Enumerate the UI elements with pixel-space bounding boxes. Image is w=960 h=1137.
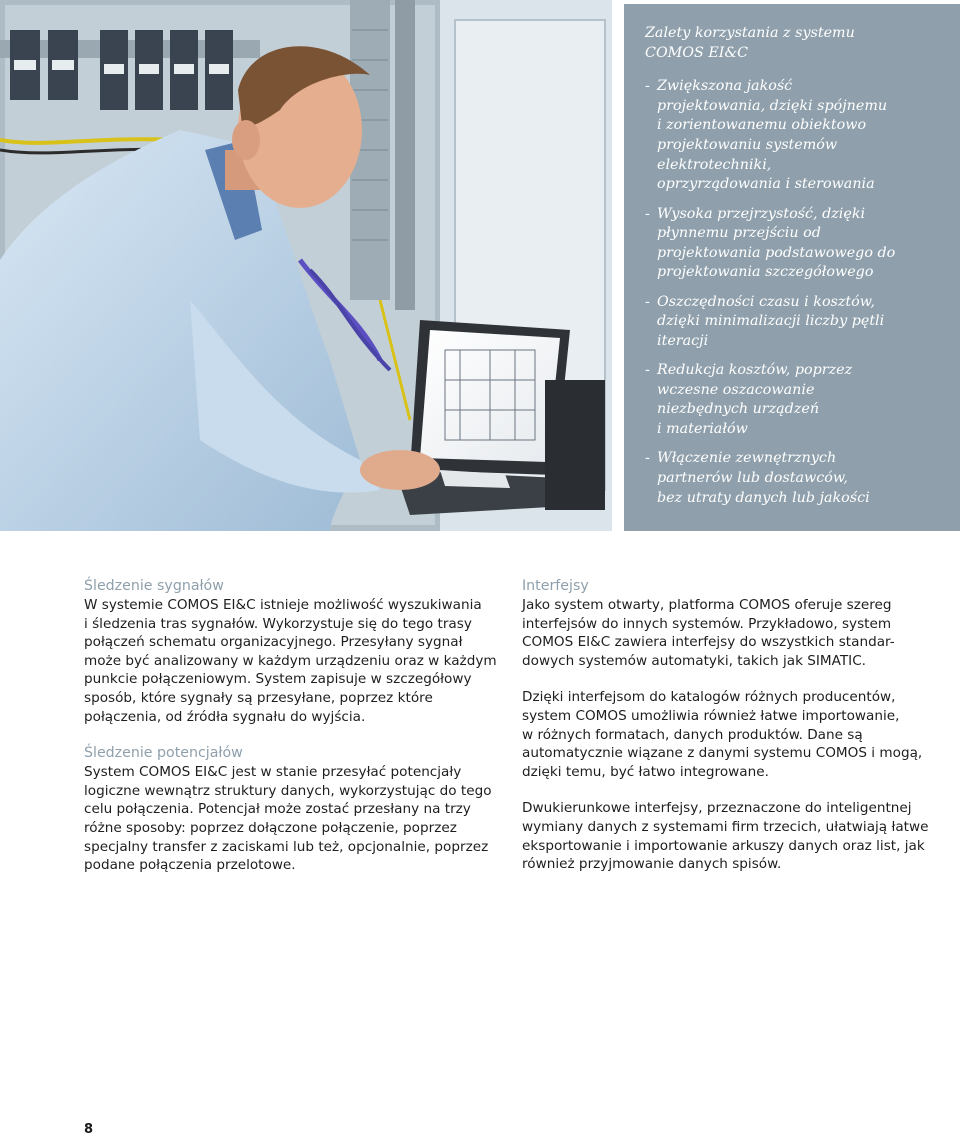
advantage-item: - Oszczędności czasu i kosztów, dzięki minimalizacji liczby pętli iteracji: [645, 293, 885, 349]
interfaces-para-2: Dzięki interfejsom do katalogów różnych producentów, system COMOS umożliwia również łatwe importowanie, w różnych formatach, danych produktów. Dane są automatycznie wiązane z danymi systemu COMOS i mogą, dzięki temu, być łatwo integrowane.: [522, 689, 923, 780]
signals-heading: Śledzenie sygnałów: [84, 578, 224, 594]
signals-body: W systemie COMOS EI&C istnieje możliwość wyszukiwania i śledzenia tras sygnałów. Wykorzystuje się do tego trasy połączeń schematu organizacyjnego. Przesyłany sygnał może być analizowany w każdym urządzeniu oraz w każdym punkcie połączeniowym. System zapisuje w szczegółowy sposób, które sygnały są przesyłane, poprzez które połączenia, od źródła sygnału do wyjścia.: [84, 597, 497, 725]
advantages-box: [624, 4, 960, 531]
advantage-item: - Redukcja kosztów, poprzez wczesne oszacowanie niezbędnych urządzeń i materiałów: [645, 362, 853, 438]
potentials-body: System COMOS EI&C jest w stanie przesyłać potencjały logiczne wewnątrz struktury danych, wykorzystując do tego celu połączenia. Potencjał może zostać przesłany na trzy różne sposoby: poprzez dołączone połączenie, poprzez specjalny transfer z zaciskami lub też, opcjonalnie, poprzez podane połączenia przelotowe.: [84, 764, 492, 874]
advantage-item: - Wysoka przejrzystość, dzięki płynnemu przejściu od projektowania podstawowego do projektowania szczegółowego: [645, 205, 896, 281]
interfaces-heading: Interfejsy: [522, 578, 589, 594]
page-number: 8: [84, 1122, 94, 1137]
advantage-item: - Zwiększona jakość projektowania, dzięki spójnemu i zorientowanemu obiektowo projektowaniu systemów elektrotechniki, oprzyrządowania i sterowania: [645, 78, 888, 193]
right-column: [522, 577, 947, 874]
photo-engineer-laptop: [0, 0, 612, 531]
potentials-heading: Śledzenie potencjałów: [84, 745, 243, 762]
interfaces-para-3: Dwukierunkowe interfejsy, przeznaczone do inteligentnej wymiany danych z systemami firm trzecich, ułatwiają łatwe eksportowanie i importowanie arkuszy danych oraz list, jak również przyjmowanie danych spisów.: [522, 800, 929, 873]
advantages-list: [645, 77, 946, 508]
advantages-title: Zalety korzystania z systemu COMOS EI&C: [645, 25, 855, 61]
left-column: [84, 577, 509, 875]
interfaces-para-1: Jako system otwarty, platforma COMOS oferuje szereg interfejsów do innych systemów. Przykładowo, system COMOS EI&C zawiera interfejsy do wszystkich standar- dowych systemów automatyki, takich jak SIMATIC.: [522, 597, 895, 669]
advantage-item: - Włączenie zewnętrznych partnerów lub dostawców, bez utraty danych lub jakości: [645, 450, 870, 506]
